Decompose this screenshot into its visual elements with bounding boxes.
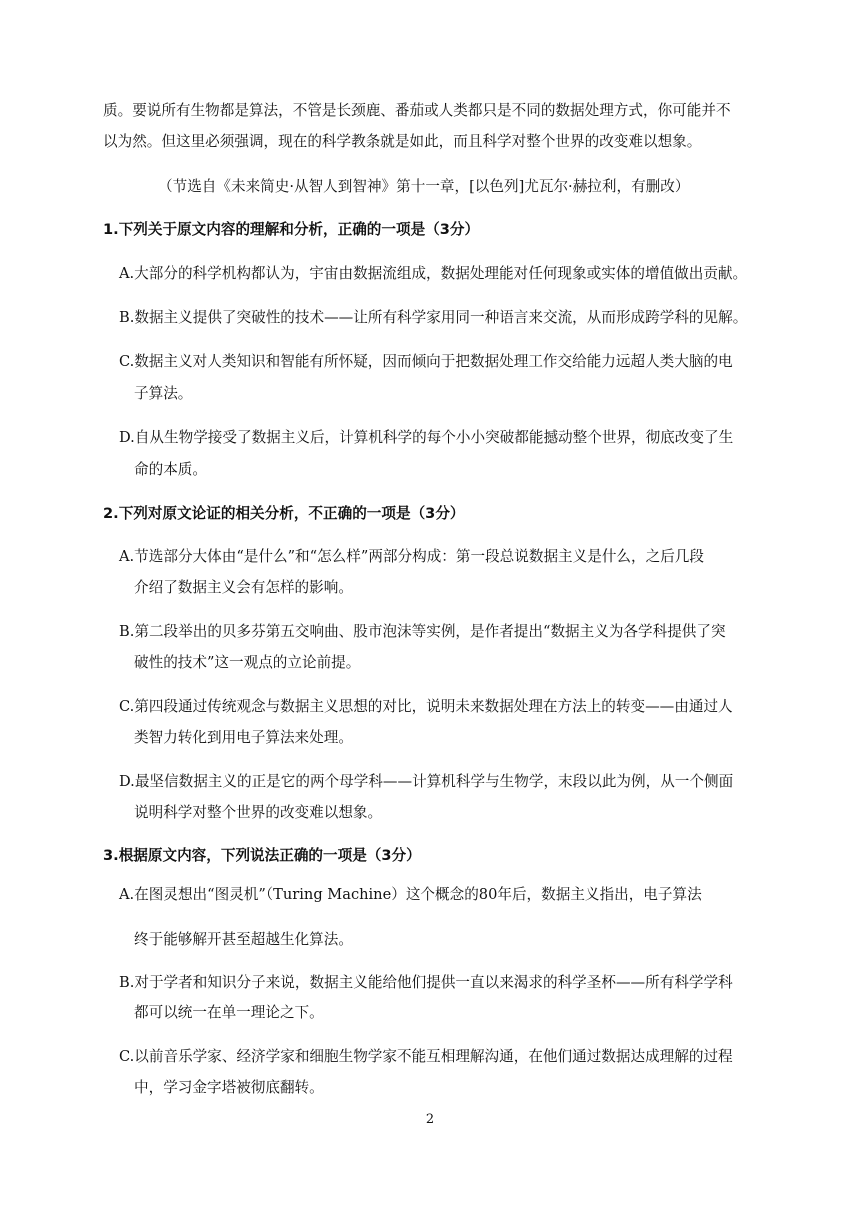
question-3-option-b-cont: 都可以统一在单一理论之下。 — [134, 1004, 324, 1021]
question-1-option-d-cont: 命的本质。 — [134, 461, 207, 478]
source-citation: （节选自《未来简史·从智人到智神》第十一章，[以色列]尤瓦尔·赫拉利，有删改） — [158, 178, 690, 195]
passage-line: 质。要说所有生物都是算法，不管是长颈鹿、番茄或人类都只是不同的数据处理方式，你可能并不 — [103, 102, 731, 119]
question-2-stem: 2.下列对原文论证的相关分析，不正确的一项是（3分） — [103, 505, 465, 522]
question-2-option-d-cont: 说明科学对整个世界的改变难以想象。 — [134, 804, 383, 821]
question-2-option-c: C.第四段通过传统观念与数据主义思想的对比，说明未来数据处理在方法上的转变——由通过人 — [119, 698, 733, 715]
question-2-option-a: A.节选部分大体由“是什么”和“怎么样”两部分构成：第一段总说数据主义是什么，之后几段 — [119, 548, 704, 565]
passage-line: 以为然。但这里必须强调，现在的科学教条就是如此，而且科学对整个世界的改变难以想象。 — [103, 133, 702, 150]
question-1-option-a: A.大部分的科学机构都认为，宇宙由数据流组成，数据处理能对任何现象或实体的增值做出贡献。 — [119, 265, 748, 282]
question-3-option-b: B.对于学者和知识分子来说，数据主义能给他们提供一直以来渴求的科学圣杯——所有科学学科 — [119, 974, 733, 991]
question-3-option-a-cont: 终于能够解开甚至超越生化算法。 — [134, 931, 353, 948]
question-3-stem: 3.根据原文内容，下列说法正确的一项是（3分） — [103, 847, 421, 864]
question-2-option-a-cont: 介绍了数据主义会有怎样的影响。 — [134, 579, 353, 596]
question-1-option-d: D.自从生物学接受了数据主义后，计算机科学的每个小小突破都能撼动整个世界，彻底改变了生 — [119, 429, 734, 446]
question-2-option-b-cont: 破性的技术”这一观点的立论前提。 — [134, 654, 361, 671]
question-3-option-a: A.在图灵想出“图灵机”（Turing Machine）这个概念的80年后，数据主义指出，电子算法 — [119, 886, 702, 903]
question-3-option-c: C.以前音乐学家、经济学家和细胞生物学家不能互相理解沟通，在他们通过数据达成理解的过程 — [119, 1048, 733, 1065]
question-2-option-c-cont: 类智力转化到用电子算法来处理。 — [134, 729, 353, 746]
question-3-option-c-cont: 中，学习金字塔被彻底翻转。 — [134, 1079, 324, 1096]
question-1-option-c-cont: 子算法。 — [134, 385, 193, 402]
question-1-option-b: B.数据主义提供了突破性的技术——让所有科学家用同一种语言来交流，从而形成跨学科的见解。 — [119, 309, 748, 326]
question-1-stem: 1.下列关于原文内容的理解和分析，正确的一项是（3分） — [103, 221, 480, 238]
page-number: 2 — [425, 1112, 435, 1127]
question-1-option-c: C.数据主义对人类知识和智能有所怀疑，因而倾向于把数据处理工作交给能力远超人类大脑的电 — [119, 353, 733, 370]
question-2-option-b: B.第二段举出的贝多芬第五交响曲、股市泡沫等实例，是作者提出“数据主义为各学科提供了突 — [119, 623, 726, 640]
question-2-option-d: D.最坚信数据主义的正是它的两个母学科——计算机科学与生物学，末段以此为例，从一个侧面 — [119, 773, 734, 790]
